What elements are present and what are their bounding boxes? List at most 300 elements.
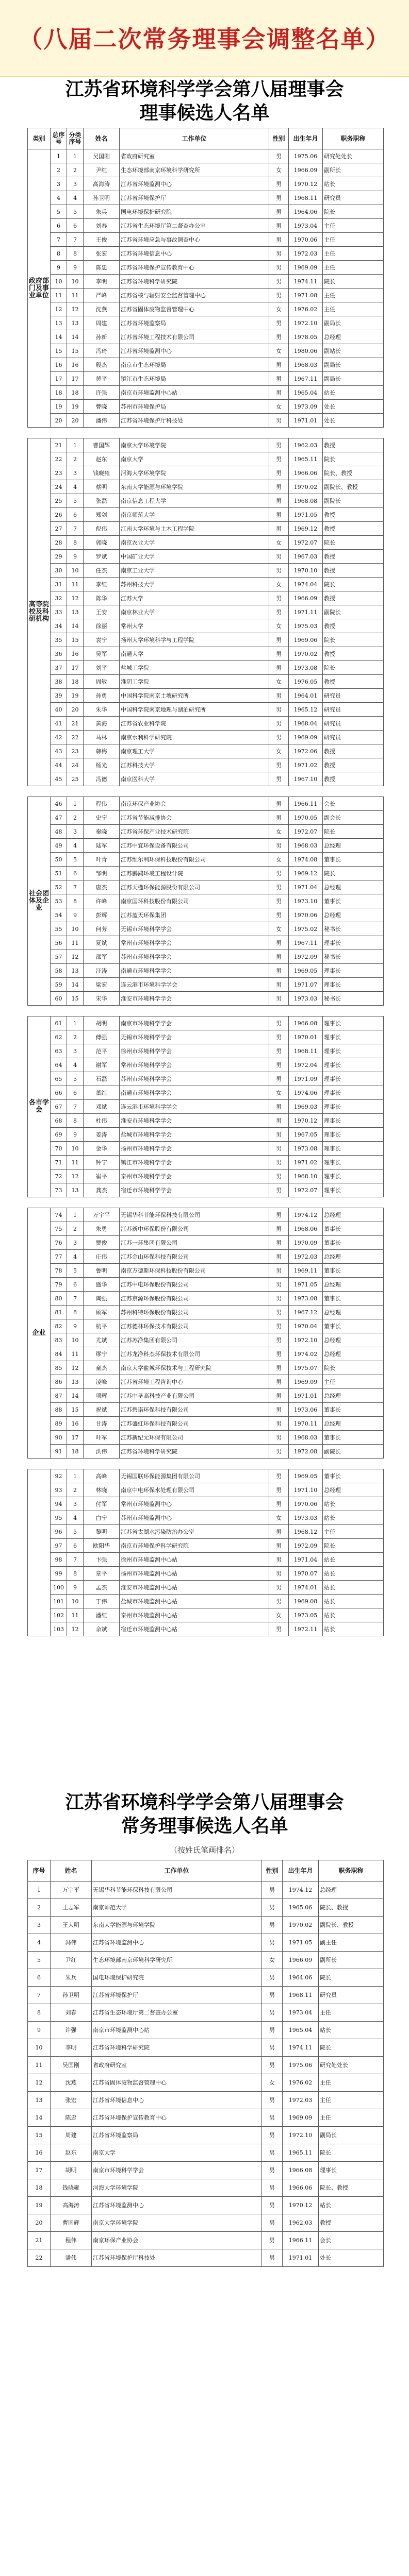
gender-cell: 男 [262, 1882, 283, 1899]
total-no-cell: 82 [51, 1319, 67, 1333]
birth-cell: 1971.01 [283, 2249, 319, 2267]
title-cell: 站长 [323, 386, 384, 400]
class-no-cell: 1 [67, 1208, 84, 1222]
total-no-cell: 39 [51, 689, 67, 703]
birth-cell: 1976.05 [289, 675, 323, 689]
section-gap-cell [28, 1459, 384, 1469]
no-cell: 16 [28, 2144, 51, 2162]
name-cell: 尤斌 [84, 1333, 120, 1347]
gender-cell: 男 [269, 1403, 289, 1417]
title-cell: 研究员 [319, 1987, 384, 2004]
gender-cell: 男 [269, 1208, 289, 1222]
total-no-cell: 73 [51, 1183, 67, 1197]
total-no-cell: 77 [51, 1250, 67, 1264]
title-cell: 站长 [323, 1622, 384, 1636]
name-cell: 付军 [84, 1497, 120, 1511]
title-cell: 教授 [323, 591, 384, 605]
name-cell: 洪伟 [84, 1445, 120, 1459]
name-cell: 鲁明 [84, 1264, 120, 1278]
title-cell: 院长、教授 [323, 466, 384, 480]
birth-cell: 1970.02 [283, 1917, 319, 1934]
class-no-cell: 5 [67, 1525, 84, 1539]
birth-cell: 1967.12 [289, 1306, 323, 1319]
unit-cell: 省政府研究室 [120, 149, 269, 163]
gender-cell: 男 [262, 2144, 283, 2162]
birth-cell: 1973.03 [289, 992, 323, 1006]
name-cell: 章平 [84, 1567, 120, 1581]
unit-cell: 河海大学环境学院 [92, 2179, 262, 2197]
gender-cell: 男 [269, 605, 289, 619]
class-no-cell: 12 [67, 591, 84, 605]
title-cell: 理事长 [323, 964, 384, 978]
class-no-cell: 18 [67, 386, 84, 400]
gender-cell: 男 [269, 177, 289, 191]
title-cell: 董事长 [323, 1292, 384, 1306]
total-no-cell: 26 [51, 508, 67, 522]
class-no-cell: 3 [67, 825, 84, 839]
birth-cell: 1974.04 [289, 578, 323, 591]
title-cell: 主任 [323, 247, 384, 261]
gender-cell: 男 [269, 1622, 289, 1636]
table-row [28, 619, 384, 633]
title-cell: 院长、教授 [319, 1899, 384, 1917]
title-cell: 研究员 [323, 717, 384, 731]
unit-cell: 江苏省环境监测中心 [92, 2197, 262, 2214]
total-no-cell: 97 [51, 1539, 67, 1553]
name-cell: 崔平 [84, 1170, 120, 1183]
unit-cell: 江苏省固体废物监督管理中心 [120, 302, 269, 316]
table-row [28, 1403, 384, 1417]
table-row [28, 731, 384, 744]
birth-cell: 1966.06 [289, 466, 323, 480]
unit-cell: 江苏省环境监测中心 [120, 177, 269, 191]
table-row [28, 1969, 384, 1987]
title-cell: 秘书长 [323, 992, 384, 1006]
birth-cell: 1974.12 [283, 1882, 319, 1899]
unit-cell: 苏州市环境保护局 [120, 400, 269, 414]
birth-cell: 1966.06 [283, 2179, 319, 2197]
name-cell: 童杰 [84, 1361, 120, 1375]
category-cell: 高等院校及科研机构 [28, 438, 51, 786]
title-cell: 主任 [319, 2004, 384, 2022]
gender-cell: 男 [269, 1306, 289, 1319]
birth-cell: 1971.10 [289, 1483, 323, 1497]
birth-cell: 1972.08 [289, 1445, 323, 1459]
title-cell: 董事长 [323, 894, 384, 908]
name-cell: 梁宏 [84, 978, 120, 992]
birth-cell: 1973.09 [289, 400, 323, 414]
total-no-cell: 84 [51, 1347, 67, 1361]
category-cell: 各市学会 [28, 1016, 51, 1197]
table-row [28, 1264, 384, 1278]
class-no-cell: 9 [67, 1581, 84, 1595]
name-cell: 孙卫明 [84, 191, 120, 205]
gender-cell: 男 [269, 205, 289, 219]
table-row [28, 1250, 384, 1264]
unit-cell: 南京市环境保护科学研究院 [120, 1539, 269, 1553]
name-cell: 王大明 [51, 1917, 92, 1934]
birth-cell: 1972.07 [289, 825, 323, 839]
total-no-cell: 6 [51, 219, 67, 233]
name-cell: 冯琦 [84, 344, 120, 358]
table-row [28, 480, 384, 494]
unit-cell: 扬州市环境科学学会 [120, 1142, 269, 1156]
title-cell: 总经理 [323, 1389, 384, 1403]
class-no-cell: 8 [67, 1114, 84, 1128]
name-cell: 张宏 [84, 247, 120, 261]
class-no-cell: 21 [67, 717, 84, 731]
gender-cell: 女 [269, 619, 289, 633]
name-cell: 韩梅 [84, 744, 120, 758]
table-row [28, 950, 384, 964]
name-cell: 殷杰 [84, 358, 120, 372]
total-no-cell: 49 [51, 839, 67, 853]
table-row [28, 825, 384, 839]
unit-cell: 江苏京源环保股份有限公司 [120, 1292, 269, 1306]
gender-cell: 男 [269, 758, 289, 772]
total-no-cell: 64 [51, 1058, 67, 1072]
name-cell: 高峰 [84, 1469, 120, 1483]
name-cell: 张磊 [84, 494, 120, 508]
gender-cell: 男 [269, 316, 289, 330]
total-no-cell: 25 [51, 494, 67, 508]
gender-cell: 女 [269, 1086, 289, 1100]
unit-cell: 淮阴工学院 [120, 675, 269, 689]
unit-cell: 南京中电环保水处理有限公司 [120, 1483, 269, 1497]
birth-cell: 1972.03 [283, 2092, 319, 2109]
gender-cell: 男 [269, 1142, 289, 1156]
table-row [28, 2197, 384, 2214]
table-row [28, 1917, 384, 1934]
birth-cell: 1966.09 [289, 591, 323, 605]
birth-cell: 1970.11 [289, 1417, 323, 1431]
table-row [28, 661, 384, 675]
title-cell: 董事长 [323, 1469, 384, 1483]
total-no-cell: 90 [51, 1431, 67, 1445]
title-cell: 理事长 [323, 1183, 384, 1197]
class-no-cell: 4 [67, 480, 84, 494]
total-no-cell: 42 [51, 731, 67, 744]
name-cell: 夏斌 [84, 936, 120, 950]
class-no-cell: 2 [67, 1483, 84, 1497]
total-no-cell: 87 [51, 1389, 67, 1403]
banner [0, 0, 409, 77]
unit-cell: 江苏省环境应急与事故调查中心 [120, 233, 269, 247]
gender-cell: 男 [269, 522, 289, 536]
standing-title [0, 1790, 409, 1838]
name-cell: 朱兵 [51, 1969, 92, 1987]
class-no-cell: 10 [67, 1333, 84, 1347]
class-no-cell: 10 [67, 275, 84, 289]
title-cell: 总经理 [323, 839, 384, 853]
birth-cell: 1973.06 [289, 1403, 323, 1417]
unit-cell: 苏州科技大学 [120, 578, 269, 591]
total-no-cell: 8 [51, 247, 67, 261]
class-no-cell: 2 [67, 811, 84, 825]
birth-cell: 1971.05 [289, 1278, 323, 1292]
total-no-cell: 92 [51, 1469, 67, 1483]
class-no-cell: 5 [67, 1072, 84, 1086]
title-cell: 董事长 [323, 1236, 384, 1250]
birth-cell: 1970.07 [289, 1567, 323, 1581]
birth-cell: 1969.08 [289, 1595, 323, 1608]
title-cell: 副院长 [323, 605, 384, 619]
class-no-cell: 10 [67, 564, 84, 578]
gender-cell: 男 [262, 2057, 283, 2074]
title-cell: 院长 [319, 2144, 384, 2162]
table-row [28, 1497, 384, 1511]
table-row [28, 867, 384, 880]
name-cell: 丁伟 [84, 1595, 120, 1608]
table-row [28, 452, 384, 466]
birth-cell: 1967.03 [289, 550, 323, 564]
total-no-cell: 83 [51, 1333, 67, 1347]
title-cell: 研究员 [323, 731, 384, 744]
gender-cell: 男 [269, 647, 289, 661]
unit-cell: 省政府研究室 [92, 2057, 262, 2074]
birth-cell: 1966.09 [289, 163, 323, 177]
total-no-cell: 47 [51, 811, 67, 825]
title-cell: 副院长、教授 [319, 1917, 384, 1934]
unit-cell: 江苏新中环保股份有限公司 [120, 1222, 269, 1236]
table-row [28, 2249, 384, 2267]
unit-cell: 连云港市环境科学学会 [120, 978, 269, 992]
gender-cell: 男 [262, 1917, 283, 1934]
title-cell: 处长 [323, 400, 384, 414]
total-no-cell: 20 [51, 414, 67, 428]
total-no-cell: 81 [51, 1306, 67, 1319]
standing-table [27, 1860, 384, 2267]
birth-cell: 1978.05 [289, 330, 323, 344]
unit-cell: 淮安市环境科学学会 [120, 1114, 269, 1128]
name-cell: 项辉 [84, 1389, 120, 1403]
table-row [28, 1389, 384, 1403]
class-no-cell: 1 [67, 1016, 84, 1030]
unit-cell: 国电环境保护研究院 [92, 1969, 262, 1987]
table-row [28, 1525, 384, 1539]
gender-cell: 男 [269, 633, 289, 647]
name-cell: 冯德 [84, 772, 120, 786]
table-row [28, 1469, 384, 1483]
class-no-cell: 8 [67, 894, 84, 908]
unit-cell: 江苏省生态环境厅第二督查办公室 [120, 219, 269, 233]
title-cell: 站长 [323, 1567, 384, 1581]
table-row [28, 2232, 384, 2249]
class-no-cell: 10 [67, 1595, 84, 1608]
unit-cell: 江苏省环保产业技术研究院 [120, 825, 269, 839]
no-cell: 13 [28, 2092, 51, 2109]
birth-cell: 1969.09 [283, 2109, 319, 2127]
gender-cell: 男 [269, 564, 289, 578]
total-no-cell: 31 [51, 578, 67, 591]
table-row [28, 1417, 384, 1431]
birth-cell: 1967.11 [289, 936, 323, 950]
table-row [28, 1086, 384, 1100]
total-no-cell: 41 [51, 717, 67, 731]
birth-cell: 1967.11 [289, 372, 323, 386]
name-cell: 孙新 [84, 330, 120, 344]
name-cell: 欧阳华 [84, 1539, 120, 1553]
title-cell: 理事长 [323, 1114, 384, 1128]
name-cell: 李明 [84, 275, 120, 289]
table-row [28, 261, 384, 275]
unit-cell: 南通市环境科学学会 [120, 1086, 269, 1100]
gender-cell: 女 [262, 1952, 283, 1969]
gender-cell: 男 [269, 452, 289, 466]
unit-cell: 南京信息工程大学 [120, 494, 269, 508]
table-row [28, 205, 384, 219]
unit-cell: 南通大学 [120, 647, 269, 661]
name-cell: 石磊 [84, 1072, 120, 1086]
title-cell: 理事长 [323, 1128, 384, 1142]
title-cell: 院长 [323, 452, 384, 466]
gender-cell: 男 [269, 438, 289, 452]
birth-cell: 1962.03 [283, 2214, 319, 2232]
class-no-cell: 1 [67, 1469, 84, 1483]
name-cell: 祝斌 [84, 1403, 120, 1417]
table-row [28, 438, 384, 452]
birth-cell: 1973.08 [289, 661, 323, 675]
title-cell: 会长 [319, 2232, 384, 2249]
title-cell: 院长、教授 [319, 2179, 384, 2197]
gender-cell: 男 [262, 1987, 283, 2004]
name-cell: 孙卫明 [51, 1987, 92, 2004]
gender-cell: 男 [269, 1375, 289, 1389]
gender-cell: 男 [262, 1899, 283, 1917]
birth-cell: 1966.11 [289, 797, 323, 811]
birth-cell: 1969.05 [289, 1469, 323, 1483]
col-header: 姓名 [51, 1860, 92, 1882]
gender-cell: 男 [269, 1058, 289, 1072]
unit-cell: 江苏省环境保护厅科技处 [120, 414, 269, 428]
table-row [28, 219, 384, 233]
unit-cell: 江苏金山环保科技有限公司 [120, 1250, 269, 1264]
table-row [28, 494, 384, 508]
title-cell: 理事长 [323, 936, 384, 950]
title-cell: 主任 [323, 1375, 384, 1389]
col-header: 出生年月 [289, 128, 323, 149]
title-cell: 总经理 [319, 1882, 384, 1899]
unit-cell: 常州市环境监测中心 [120, 1497, 269, 1511]
unit-cell: 常州市环境科学学会 [120, 936, 269, 950]
unit-cell: 江苏省环境保护厅科技处 [92, 2249, 262, 2267]
total-no-cell: 94 [51, 1497, 67, 1511]
name-cell: 蔡明 [84, 480, 120, 494]
table-row [28, 1608, 384, 1622]
birth-cell: 1973.03 [289, 1511, 323, 1525]
table-row [28, 1431, 384, 1445]
table-row [28, 536, 384, 550]
class-no-cell: 16 [67, 647, 84, 661]
name-cell: 李红 [84, 578, 120, 591]
birth-cell: 1972.03 [289, 1250, 323, 1264]
title-cell: 理事长 [323, 1086, 384, 1100]
name-cell: 邵军 [84, 950, 120, 964]
class-no-cell: 14 [67, 330, 84, 344]
title-cell: 董事长 [323, 1264, 384, 1278]
name-cell: 凌峰 [84, 1375, 120, 1389]
unit-cell: 江苏省固体废物监督管理中心 [92, 2074, 262, 2092]
class-no-cell: 1 [67, 797, 84, 811]
title-cell: 主任 [323, 302, 384, 316]
name-cell: 范平 [84, 1044, 120, 1058]
table-row [28, 578, 384, 591]
unit-cell: 东南大学能源与环境学院 [120, 480, 269, 494]
table-row [28, 1072, 384, 1086]
title-cell: 院长 [319, 1969, 384, 1987]
class-no-cell: 14 [67, 978, 84, 992]
unit-cell: 盐城市环境监测中心站 [120, 1595, 269, 1608]
title-cell: 院长 [323, 1539, 384, 1553]
gender-cell: 男 [269, 811, 289, 825]
col-header: 姓名 [84, 128, 120, 149]
no-cell: 4 [28, 1934, 51, 1952]
table-row [28, 233, 384, 247]
unit-cell: 泰州市环境监测中心站 [120, 1608, 269, 1622]
title-cell: 理事长 [323, 1044, 384, 1058]
gender-cell: 男 [269, 908, 289, 922]
total-no-cell: 19 [51, 400, 67, 414]
birth-cell: 1973.04 [283, 2004, 319, 2022]
title-cell: 站长 [323, 1581, 384, 1595]
unit-cell: 南京环保产业协会 [92, 2232, 262, 2249]
title-cell: 秘书长 [323, 922, 384, 936]
table-row [28, 177, 384, 191]
title-cell: 总经理 [323, 1250, 384, 1264]
gender-cell: 男 [262, 1969, 283, 1987]
unit-cell: 苏州市环境监测中心 [120, 1511, 269, 1525]
unit-cell: 江苏省环境科学研究院 [120, 1445, 269, 1459]
total-no-cell: 71 [51, 1156, 67, 1170]
name-cell: 胡明 [51, 2162, 92, 2179]
class-no-cell: 23 [67, 744, 84, 758]
table-row [28, 922, 384, 936]
title-cell: 副站长 [323, 344, 384, 358]
unit-cell: 南京水利科学研究院 [120, 731, 269, 744]
unit-cell: 江苏省环境监察局 [92, 2127, 262, 2144]
name-cell: 彭辉 [84, 908, 120, 922]
birth-cell: 1971.05 [289, 508, 323, 522]
class-no-cell: 3 [67, 1497, 84, 1511]
no-cell: 20 [28, 2214, 51, 2232]
gender-cell: 男 [269, 1100, 289, 1114]
name-cell: 朱勇 [84, 1222, 120, 1236]
unit-cell: 生态环境部南京环境科学研究所 [120, 163, 269, 177]
table-row [28, 330, 384, 344]
total-no-cell: 53 [51, 894, 67, 908]
name-cell: 马林 [84, 731, 120, 744]
table-row [28, 797, 384, 811]
birth-cell: 1975.02 [289, 922, 323, 936]
table-row [28, 1622, 384, 1636]
birth-cell: 1970.10 [289, 564, 323, 578]
birth-cell: 1965.11 [289, 452, 323, 466]
name-cell: 张宏 [51, 2092, 92, 2109]
unit-cell: 南京医科大学 [120, 772, 269, 786]
total-no-cell: 78 [51, 1264, 67, 1278]
birth-cell: 1970.12 [289, 177, 323, 191]
class-no-cell: 15 [67, 1403, 84, 1417]
name-cell: 庄伟 [84, 1250, 120, 1264]
unit-cell: 镇江市生态环境局 [120, 372, 269, 386]
name-cell: 朱兵 [84, 205, 120, 219]
birth-cell: 1970.06 [289, 908, 323, 922]
col-header: 分类序号 [67, 128, 84, 149]
title-cell: 理事长 [323, 1156, 384, 1170]
title-cell: 教授 [323, 647, 384, 661]
class-no-cell: 24 [67, 758, 84, 772]
birth-cell: 1975.07 [289, 1361, 323, 1375]
